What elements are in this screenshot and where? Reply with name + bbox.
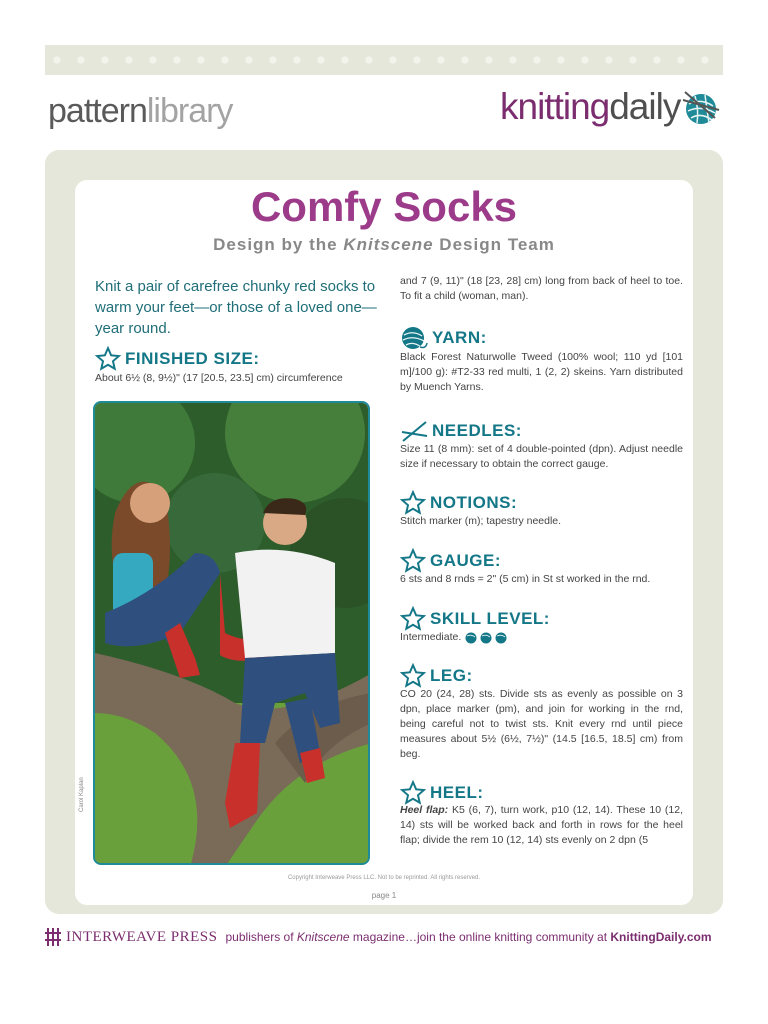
socks-photo bbox=[93, 401, 370, 865]
size-continued-text: and 7 (9, 11)" (18 [23, 28] cm) long from back of heel to toe. To fit a child (woman, man). bbox=[400, 275, 683, 302]
notions-text: Stitch marker (m); tapestry needle. bbox=[400, 515, 562, 527]
skill-level-yarn-icon bbox=[464, 632, 508, 644]
page-number: page 1 bbox=[371, 891, 397, 900]
yarn-ball-icon bbox=[400, 325, 428, 351]
heel-heading: HEEL: bbox=[400, 780, 484, 806]
notions-heading: NOTIONS: bbox=[400, 490, 517, 516]
skill-level-row bbox=[400, 630, 683, 645]
leg-heading: LEG: bbox=[400, 663, 473, 689]
skill-level-heading: SKILL LEVEL: bbox=[400, 606, 550, 632]
star-icon bbox=[400, 548, 426, 574]
pattern-library-logo: patternlibrary bbox=[48, 92, 233, 130]
interweave-logo-icon bbox=[45, 926, 61, 948]
gauge-text: 6 sts and 8 rnds = 2" (5 cm) in St st worked in the rnd. bbox=[400, 573, 651, 585]
yarn-ball-logo-icon bbox=[681, 88, 721, 128]
star-icon bbox=[400, 606, 426, 632]
finished-size-text: About 6½ (8, 9½)" (17 [20.5, 23.5] cm) circumference bbox=[95, 372, 343, 384]
intro-text: Knit a pair of carefree chunky red socks to warm your feet—or those of a loved one—year round. bbox=[95, 278, 377, 337]
skill-level-text: Intermediate. bbox=[400, 631, 462, 643]
decorative-pattern-band bbox=[45, 45, 723, 75]
gauge-heading: GAUGE: bbox=[400, 548, 501, 574]
yarn-heading: YARN: bbox=[400, 325, 487, 351]
knittingdaily-link[interactable]: KnittingDaily.com bbox=[610, 930, 712, 944]
star-icon bbox=[400, 663, 426, 689]
photo-credit: Carol Kaplan bbox=[79, 777, 85, 812]
needles-heading: NEEDLES: bbox=[400, 418, 522, 444]
leg-text: CO 20 (24, 28) sts. Divide sts as evenly as possible on 3 dpn, place marker (pm), and join for working in the rnd, being careful not to twist sts. Knit every rnd until piece measures about 5½ (6½, 7½)" (14.5 [16.5, 18.5] cm) from beg. bbox=[400, 688, 683, 760]
star-icon bbox=[95, 346, 121, 372]
pattern-subtitle: Design by the Knitscene Design Team bbox=[213, 235, 555, 254]
needles-text: Size 11 (8 mm): set of 4 double-pointed (dpn). Adjust needle size if necessary to obtain the correct gauge. bbox=[400, 443, 683, 470]
star-icon bbox=[400, 490, 426, 516]
yarn-text: Black Forest Naturwolle Tweed (100% wool; 110 yd [101 m]/100 g): #T2-33 red multi, 1 (2, 2) skeins. Yarn distributed by Muench Yarns. bbox=[400, 351, 683, 393]
interweave-press-logo: INTERWEAVE PRESS bbox=[66, 928, 218, 945]
heel-flap-label: Heel flap: bbox=[400, 804, 449, 816]
needles-icon bbox=[400, 418, 428, 444]
footer bbox=[45, 926, 723, 948]
heel-text: Heel flap: K5 (6, 7), turn work, p10 (12, 14). These 10 (12, 14) sts will be worked back and forth in rows for the heel flap; divide the rem 10 (12, 14) sts evenly on 2 dpn (5 bbox=[400, 804, 683, 846]
footer-text: publishers of Knitscene magazine…join the online knitting community at KnittingDaily.com bbox=[225, 930, 712, 944]
knitting-daily-logo[interactable]: knittingdaily bbox=[500, 86, 681, 127]
copyright-notice: Copyright Interweave Press LLC. Not to be reprinted. All rights reserved. bbox=[287, 875, 481, 881]
pattern-title: Comfy Socks bbox=[250, 183, 518, 230]
finished-size-heading: FINISHED SIZE: bbox=[95, 346, 260, 372]
